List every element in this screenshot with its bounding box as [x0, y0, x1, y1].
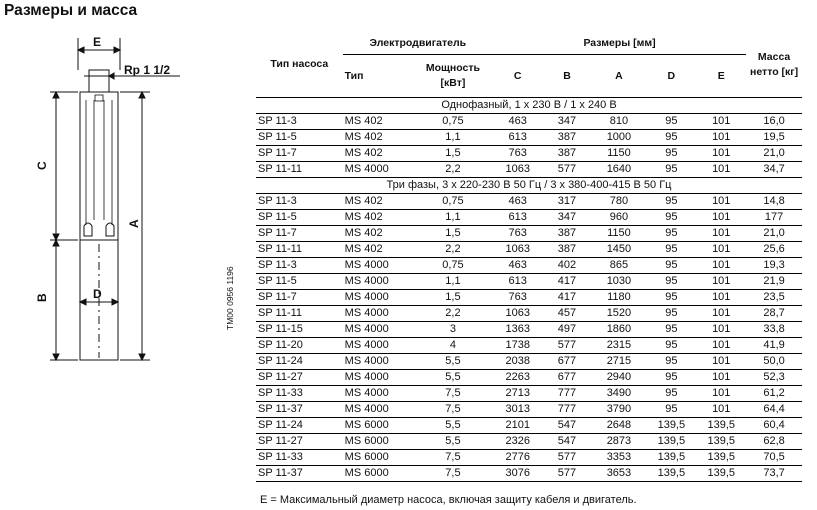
cell-mass: 177: [746, 210, 802, 226]
table-row: [256, 338, 802, 354]
cell-power: 4: [413, 338, 493, 354]
cell-mass: 62,8: [746, 434, 802, 450]
cell-e: 101: [696, 306, 746, 322]
cell-d: 95: [646, 146, 696, 162]
cell-c: 3013: [493, 402, 543, 418]
cell-c: 613: [493, 130, 543, 146]
header-mass: Масса нетто [кг]: [746, 32, 802, 98]
header-power: Мощность [кВт]: [413, 55, 493, 98]
cell-b: 547: [543, 434, 592, 450]
cell-a: 1450: [591, 242, 646, 258]
cell-c: 463: [493, 114, 543, 130]
cell-e: 139,5: [696, 434, 746, 450]
cell-pump-type: SP 11-11: [256, 162, 343, 178]
cell-motor-type: MS 402: [343, 146, 413, 162]
cell-pump-type: SP 11-27: [256, 434, 343, 450]
cell-b: 777: [543, 386, 592, 402]
cell-b: 347: [543, 210, 592, 226]
cell-e: 139,5: [696, 418, 746, 434]
cell-b: 547: [543, 418, 592, 434]
cell-motor-type: MS 6000: [343, 418, 413, 434]
cell-mass: 50,0: [746, 354, 802, 370]
cell-mass: 16,0: [746, 114, 802, 130]
cell-power: 7,5: [413, 466, 493, 482]
table-row: [256, 114, 802, 130]
cell-c: 763: [493, 146, 543, 162]
header-dimensions: Размеры [мм]: [493, 32, 746, 55]
header-motor-type: Тип: [343, 55, 413, 98]
cell-a: 1520: [591, 306, 646, 322]
cell-pump-type: SP 11-24: [256, 418, 343, 434]
cell-a: 1640: [591, 162, 646, 178]
cell-b: 497: [543, 322, 592, 338]
header-motor: Электродвигатель: [343, 32, 493, 55]
table-body: [256, 98, 802, 482]
cell-pump-type: SP 11-3: [256, 114, 343, 130]
label-c: C: [35, 161, 49, 170]
dimensions-table: [256, 32, 802, 482]
cell-motor-type: MS 402: [343, 194, 413, 210]
cell-a: 2648: [591, 418, 646, 434]
cell-e: 101: [696, 146, 746, 162]
cell-mass: 33,8: [746, 322, 802, 338]
cell-motor-type: MS 6000: [343, 450, 413, 466]
cell-b: 387: [543, 146, 592, 162]
cell-a: 3353: [591, 450, 646, 466]
cell-a: 1860: [591, 322, 646, 338]
cell-a: 1030: [591, 274, 646, 290]
page-title: Размеры и масса: [4, 2, 138, 19]
cell-pump-type: SP 11-7: [256, 290, 343, 306]
cell-a: 2940: [591, 370, 646, 386]
table-row: [256, 418, 802, 434]
pump-dimension-drawing: [0, 30, 250, 470]
cell-a: 2873: [591, 434, 646, 450]
cell-b: 387: [543, 130, 592, 146]
cell-pump-type: SP 11-5: [256, 130, 343, 146]
cell-d: 95: [646, 274, 696, 290]
cell-motor-type: MS 4000: [343, 162, 413, 178]
cell-d: 95: [646, 226, 696, 242]
cell-power: 2,2: [413, 306, 493, 322]
cell-motor-type: MS 402: [343, 114, 413, 130]
table-row: [256, 194, 802, 210]
cell-power: 5,5: [413, 370, 493, 386]
group-label: Три фазы, 3 x 220-230 В 50 Гц / 3 x 380-400-415 В 50 Гц: [256, 178, 802, 194]
cell-e: 101: [696, 130, 746, 146]
cell-mass: 23,5: [746, 290, 802, 306]
cell-d: 139,5: [646, 466, 696, 482]
label-e: E: [93, 35, 102, 49]
cell-a: 3490: [591, 386, 646, 402]
group-label: Однофазный, 1 x 230 В / 1 x 240 В: [256, 98, 802, 114]
cell-e: 101: [696, 386, 746, 402]
cell-e: 101: [696, 226, 746, 242]
cell-b: 417: [543, 290, 592, 306]
cell-mass: 19,3: [746, 258, 802, 274]
cell-a: 2315: [591, 338, 646, 354]
table-row: [256, 450, 802, 466]
cell-pump-type: SP 11-37: [256, 402, 343, 418]
cell-power: 1,1: [413, 210, 493, 226]
cell-c: 763: [493, 226, 543, 242]
cell-mass: 73,7: [746, 466, 802, 482]
table-row: [256, 402, 802, 418]
cell-mass: 70,5: [746, 450, 802, 466]
table-row: [256, 370, 802, 386]
cell-e: 101: [696, 162, 746, 178]
cell-motor-type: MS 4000: [343, 258, 413, 274]
table-row: [256, 274, 802, 290]
cell-b: 387: [543, 242, 592, 258]
cell-a: 1000: [591, 130, 646, 146]
cell-power: 7,5: [413, 402, 493, 418]
cell-e: 101: [696, 194, 746, 210]
header-a: A: [591, 55, 646, 98]
cell-d: 95: [646, 354, 696, 370]
cell-c: 2776: [493, 450, 543, 466]
cell-mass: 19,5: [746, 130, 802, 146]
cell-e: 139,5: [696, 450, 746, 466]
cell-mass: 14,8: [746, 194, 802, 210]
table-row: [256, 226, 802, 242]
label-thread: Rp 1 1/2: [124, 63, 171, 77]
cell-d: 139,5: [646, 418, 696, 434]
cell-b: 577: [543, 466, 592, 482]
cell-b: 402: [543, 258, 592, 274]
header-pump-type: Тип насоса: [256, 32, 343, 98]
cell-e: 101: [696, 290, 746, 306]
cell-e: 101: [696, 114, 746, 130]
cell-pump-type: SP 11-5: [256, 210, 343, 226]
cell-b: 777: [543, 402, 592, 418]
cell-d: 139,5: [646, 434, 696, 450]
cell-power: 0,75: [413, 114, 493, 130]
footnote: E = Максимальный диаметр насоса, включая защиту кабеля и двигатель.: [260, 494, 637, 506]
cell-power: 0,75: [413, 258, 493, 274]
cell-d: 95: [646, 290, 696, 306]
table-row: [256, 466, 802, 482]
cell-c: 613: [493, 210, 543, 226]
cell-power: 1,1: [413, 130, 493, 146]
cell-mass: 25,6: [746, 242, 802, 258]
cell-a: 1150: [591, 226, 646, 242]
cell-mass: 34,7: [746, 162, 802, 178]
cell-motor-type: MS 402: [343, 210, 413, 226]
table-row: [256, 210, 802, 226]
cell-a: 1180: [591, 290, 646, 306]
cell-c: 2101: [493, 418, 543, 434]
cell-power: 7,5: [413, 450, 493, 466]
cell-c: 3076: [493, 466, 543, 482]
cell-pump-type: SP 11-11: [256, 306, 343, 322]
table-row: [256, 354, 802, 370]
cell-d: 95: [646, 338, 696, 354]
header-d: D: [646, 55, 696, 98]
cell-motor-type: MS 402: [343, 242, 413, 258]
cell-d: 95: [646, 322, 696, 338]
cell-mass: 61,2: [746, 386, 802, 402]
cell-e: 101: [696, 402, 746, 418]
cell-d: 95: [646, 402, 696, 418]
table-row: [256, 322, 802, 338]
cell-d: 95: [646, 306, 696, 322]
table-row: [256, 146, 802, 162]
cell-d: 95: [646, 194, 696, 210]
cell-power: 1,5: [413, 146, 493, 162]
cell-power: 7,5: [413, 386, 493, 402]
cell-d: 95: [646, 162, 696, 178]
cell-mass: 41,9: [746, 338, 802, 354]
cell-b: 577: [543, 450, 592, 466]
cell-pump-type: SP 11-33: [256, 386, 343, 402]
cell-pump-type: SP 11-27: [256, 370, 343, 386]
table-row: [256, 434, 802, 450]
cell-mass: 28,7: [746, 306, 802, 322]
cell-power: 3: [413, 322, 493, 338]
table-row: [256, 386, 802, 402]
cell-d: 139,5: [646, 450, 696, 466]
cell-e: 101: [696, 354, 746, 370]
cell-power: 5,5: [413, 354, 493, 370]
cell-pump-type: SP 11-37: [256, 466, 343, 482]
cell-c: 1063: [493, 242, 543, 258]
cell-e: 139,5: [696, 466, 746, 482]
cell-a: 865: [591, 258, 646, 274]
cell-pump-type: SP 11-15: [256, 322, 343, 338]
cell-c: 613: [493, 274, 543, 290]
cell-motor-type: MS 4000: [343, 354, 413, 370]
table-row: [256, 290, 802, 306]
cell-c: 463: [493, 194, 543, 210]
cell-a: 960: [591, 210, 646, 226]
cell-power: 1,5: [413, 290, 493, 306]
group-header-row: [256, 178, 802, 194]
group-header-row: [256, 98, 802, 114]
cell-mass: 21,0: [746, 226, 802, 242]
table-row: [256, 258, 802, 274]
cell-b: 677: [543, 370, 592, 386]
cell-c: 2038: [493, 354, 543, 370]
cell-motor-type: MS 4000: [343, 274, 413, 290]
cell-pump-type: SP 11-5: [256, 274, 343, 290]
cell-b: 577: [543, 162, 592, 178]
cell-b: 577: [543, 338, 592, 354]
cell-d: 95: [646, 114, 696, 130]
cell-a: 1150: [591, 146, 646, 162]
table-row: [256, 130, 802, 146]
cell-motor-type: MS 4000: [343, 290, 413, 306]
cell-a: 810: [591, 114, 646, 130]
cell-power: 5,5: [413, 418, 493, 434]
header-c: C: [493, 55, 543, 98]
table-row: [256, 306, 802, 322]
cell-e: 101: [696, 338, 746, 354]
cell-c: 1063: [493, 162, 543, 178]
cell-e: 101: [696, 210, 746, 226]
cell-mass: 60,4: [746, 418, 802, 434]
cell-d: 95: [646, 242, 696, 258]
cell-pump-type: SP 11-24: [256, 354, 343, 370]
cell-d: 95: [646, 130, 696, 146]
cell-b: 317: [543, 194, 592, 210]
cell-b: 677: [543, 354, 592, 370]
cell-c: 2713: [493, 386, 543, 402]
cell-power: 2,2: [413, 242, 493, 258]
cell-a: 2715: [591, 354, 646, 370]
cell-power: 5,5: [413, 434, 493, 450]
label-d: D: [93, 287, 102, 301]
cell-power: 1,1: [413, 274, 493, 290]
cell-e: 101: [696, 258, 746, 274]
cell-pump-type: SP 11-3: [256, 258, 343, 274]
cell-mass: 21,0: [746, 146, 802, 162]
cell-motor-type: MS 4000: [343, 306, 413, 322]
cell-b: 457: [543, 306, 592, 322]
cell-motor-type: MS 6000: [343, 434, 413, 450]
cell-e: 101: [696, 322, 746, 338]
cell-a: 3653: [591, 466, 646, 482]
cell-b: 347: [543, 114, 592, 130]
drawing-code: TM00 0956 1196: [225, 266, 235, 330]
label-a: A: [127, 219, 141, 228]
cell-mass: 64,4: [746, 402, 802, 418]
cell-mass: 52,3: [746, 370, 802, 386]
cell-e: 101: [696, 274, 746, 290]
cell-motor-type: MS 4000: [343, 338, 413, 354]
table-row: [256, 242, 802, 258]
cell-motor-type: MS 4000: [343, 370, 413, 386]
cell-pump-type: SP 11-7: [256, 146, 343, 162]
cell-c: 1363: [493, 322, 543, 338]
cell-a: 3790: [591, 402, 646, 418]
cell-e: 101: [696, 370, 746, 386]
cell-mass: 21,9: [746, 274, 802, 290]
cell-b: 387: [543, 226, 592, 242]
cell-motor-type: MS 4000: [343, 402, 413, 418]
cell-c: 1063: [493, 306, 543, 322]
cell-d: 95: [646, 386, 696, 402]
cell-d: 95: [646, 210, 696, 226]
cell-power: 2,2: [413, 162, 493, 178]
header-b: B: [543, 55, 592, 98]
cell-pump-type: SP 11-11: [256, 242, 343, 258]
cell-c: 2326: [493, 434, 543, 450]
cell-c: 2263: [493, 370, 543, 386]
cell-pump-type: SP 11-7: [256, 226, 343, 242]
cell-c: 1738: [493, 338, 543, 354]
label-b: B: [35, 293, 49, 302]
cell-pump-type: SP 11-3: [256, 194, 343, 210]
cell-motor-type: MS 6000: [343, 466, 413, 482]
cell-motor-type: MS 402: [343, 130, 413, 146]
cell-c: 463: [493, 258, 543, 274]
cell-d: 95: [646, 370, 696, 386]
cell-pump-type: SP 11-20: [256, 338, 343, 354]
cell-power: 1,5: [413, 226, 493, 242]
cell-b: 417: [543, 274, 592, 290]
cell-e: 101: [696, 242, 746, 258]
cell-a: 780: [591, 194, 646, 210]
cell-motor-type: MS 4000: [343, 322, 413, 338]
cell-motor-type: MS 402: [343, 226, 413, 242]
cell-power: 0,75: [413, 194, 493, 210]
cell-motor-type: MS 4000: [343, 386, 413, 402]
cell-pump-type: SP 11-33: [256, 450, 343, 466]
cell-d: 95: [646, 258, 696, 274]
table-row: [256, 162, 802, 178]
header-e: E: [696, 55, 746, 98]
cell-c: 763: [493, 290, 543, 306]
